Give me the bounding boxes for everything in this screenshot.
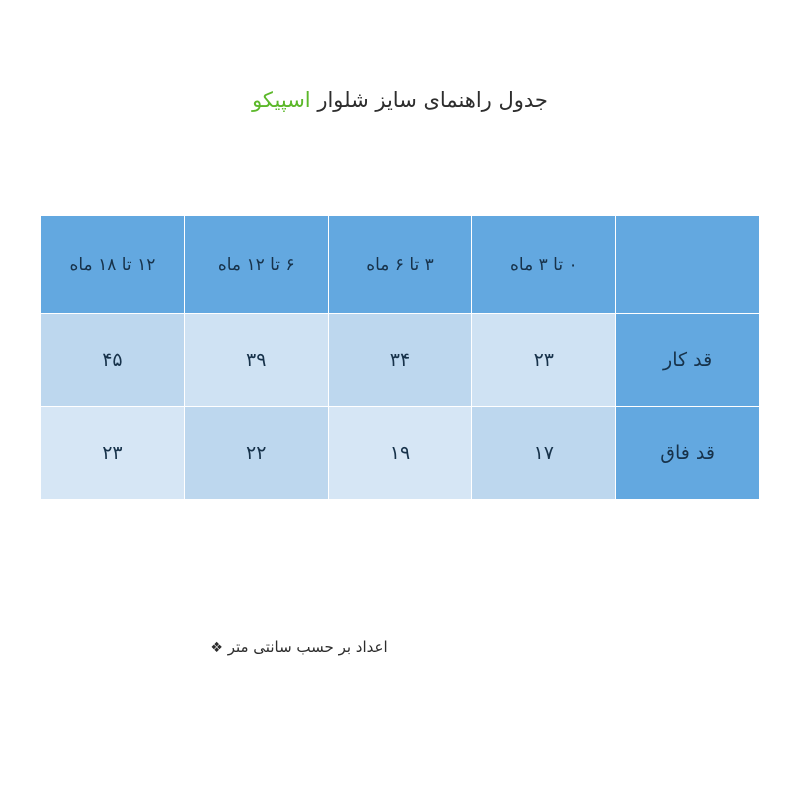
row-label-ghad-kar: قد کار xyxy=(616,314,760,407)
table-header-row xyxy=(41,216,760,314)
row-label-ghad-fagh: قد فاق xyxy=(616,407,760,500)
table-corner-cell xyxy=(616,216,760,314)
cell-ghad-fagh-3-6: ۱۹ xyxy=(328,407,472,500)
column-header-3-6: ۳ تا ۶ ماه xyxy=(328,216,472,314)
cell-ghad-fagh-0-3: ۱۷ xyxy=(472,407,616,500)
column-header-12-18: ۱۲ تا ۱۸ ماه xyxy=(41,216,185,314)
footnote-text: اعداد بر حسب سانتی متر xyxy=(227,638,388,656)
footnote xyxy=(0,638,800,656)
cell-ghad-fagh-12-18: ۲۳ xyxy=(41,407,185,500)
table-row xyxy=(41,407,760,500)
cell-ghad-kar-6-12: ۳۹ xyxy=(184,314,328,407)
column-header-6-12: ۶ تا ۱۲ ماه xyxy=(184,216,328,314)
column-header-0-3: ۰ تا ۳ ماه xyxy=(472,216,616,314)
table-row xyxy=(41,314,760,407)
page-title-text: جدول راهنمای سایز شلوار xyxy=(310,88,548,112)
cell-ghad-kar-12-18: ۴۵ xyxy=(41,314,185,407)
brand-name: اسپیکو xyxy=(252,88,311,112)
size-chart-table xyxy=(40,215,760,500)
cell-ghad-kar-0-3: ۲۳ xyxy=(472,314,616,407)
page-title xyxy=(0,88,800,112)
cell-ghad-kar-3-6: ۳۴ xyxy=(328,314,472,407)
diamond-bullet-icon: ❖ xyxy=(210,640,223,656)
cell-ghad-fagh-6-12: ۲۲ xyxy=(184,407,328,500)
